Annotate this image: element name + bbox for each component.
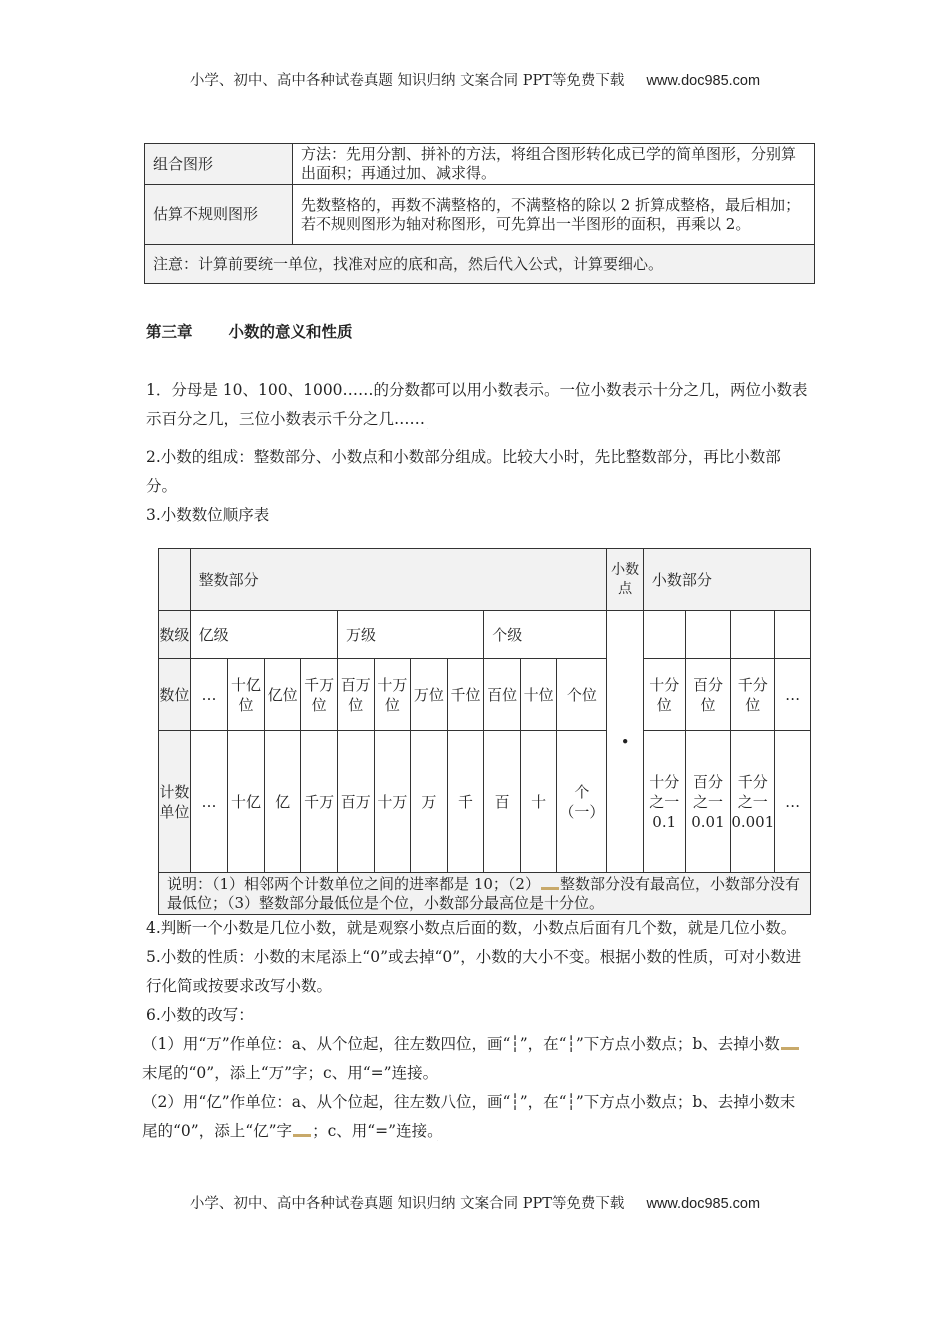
place-cell: 万位 bbox=[411, 659, 448, 731]
place-cell: 千万位 bbox=[301, 659, 338, 731]
point-6-2: （2）用“亿”作单位：a、从个位起，往左数八位，画“┆”，在“┆”下方点小数点；b、去掉小数末尾的“0”，添上“亿”字 ；c、用“=”连接。$_\cdot$ bbox=[142, 1093, 796, 1143]
unit-cell: 个（一） bbox=[557, 731, 607, 873]
page-header bbox=[0, 69, 950, 90]
chapter-heading bbox=[146, 320, 353, 342]
unit-cell: 千 bbox=[447, 731, 484, 873]
level-ge: 个级 bbox=[484, 611, 607, 659]
level-yi: 亿级 bbox=[190, 611, 337, 659]
unit-cell: 亿 bbox=[264, 731, 301, 873]
unit-cell: 万 bbox=[411, 731, 448, 873]
decimal-place-value-table bbox=[158, 548, 811, 915]
decimal-point-cell: • bbox=[607, 611, 644, 873]
points-section-a bbox=[146, 376, 810, 530]
place-cell: 百万位 bbox=[337, 659, 374, 731]
table-row bbox=[159, 549, 811, 611]
decimal-point-header: 小数点 bbox=[607, 549, 644, 611]
table-row bbox=[145, 144, 815, 185]
row-label-unit: 计数单位 bbox=[159, 731, 191, 873]
highlight-mark bbox=[541, 887, 559, 890]
decimal-place-cell: 千分位 bbox=[731, 659, 775, 731]
decimal-part-header: 小数部分 bbox=[643, 549, 810, 611]
row-label-level: 数级 bbox=[159, 611, 191, 659]
row-label-place: 数位 bbox=[159, 659, 191, 731]
point-6: 6.小数的改写： bbox=[146, 1006, 254, 1024]
place-cell: 十亿位 bbox=[228, 659, 265, 731]
empty-cell bbox=[643, 611, 685, 659]
row-description: 方法：先用分割、拼补的方法，将组合图形转化成已学的简单图形，分别算出面积；再通过加、减求得。 bbox=[293, 144, 815, 185]
row-label: 组合图形 bbox=[145, 144, 293, 185]
row-label: 估算不规则图形 bbox=[145, 185, 293, 245]
header-text: 小学、初中、高中各种试卷真题 知识归纳 文案合同 PPT等免费下载 bbox=[189, 73, 625, 89]
table-row bbox=[145, 185, 815, 245]
level-wan: 万级 bbox=[337, 611, 483, 659]
footer-text: 小学、初中、高中各种试卷真题 知识归纳 文案合同 PPT等免费下载 bbox=[189, 1196, 625, 1212]
place-cell: 千位 bbox=[447, 659, 484, 731]
decimal-unit-cell: 千分之一0.001 bbox=[731, 731, 775, 873]
chapter-number: 第三章 bbox=[146, 322, 193, 341]
unit-cell: … bbox=[190, 731, 228, 873]
unit-cell: 百万 bbox=[337, 731, 374, 873]
points-section-b bbox=[142, 914, 810, 1155]
decimal-unit-cell: 十分之一0.1 bbox=[643, 731, 685, 873]
table-row bbox=[159, 873, 811, 915]
unit-cell: 十亿 bbox=[228, 731, 265, 873]
unit-cell: 百 bbox=[484, 731, 521, 873]
page-footer bbox=[0, 1192, 950, 1213]
point-2: 2.小数的组成：整数部分、小数点和小数部分组成。比较大小时，先比整数部分，再比小数部分。 bbox=[146, 448, 781, 495]
area-methods-table bbox=[144, 143, 815, 284]
point-1: 1．分母是 10、100、1000……的分数都可以用小数表示。一位小数表示十分之几，两位小数表示百分之几，三位小数表示千分之几$\dots\dots_\cdot$ bbox=[146, 381, 808, 431]
empty-cell bbox=[731, 611, 775, 659]
table-note: 注意：计算前要统一单位，找准对应的底和高，然后代入公式，计算要细心。 bbox=[145, 245, 815, 284]
table-row bbox=[159, 611, 811, 659]
decimal-unit-cell: 百分之一0.01 bbox=[685, 731, 731, 873]
unit-cell: 十 bbox=[520, 731, 557, 873]
unit-cell: 千万 bbox=[301, 731, 338, 873]
place-cell: 百位 bbox=[484, 659, 521, 731]
place-cell: 个位 bbox=[557, 659, 607, 731]
table-row bbox=[159, 731, 811, 873]
empty-cell bbox=[775, 611, 811, 659]
row-description: 先数整格的，再数不满整格的，不满整格的除以 2 折算成整格，最后相加；若不规则图形为轴对称图形，可先算出一半图形的面积，再乘以 2。 bbox=[293, 185, 815, 245]
highlight-mark bbox=[293, 1134, 311, 1137]
corner-cell bbox=[159, 549, 191, 611]
unit-cell: 十万 bbox=[374, 731, 411, 873]
point-6-1: （1）用“万”作单位：a、从个位起，往左数四位，画“┆”，在“┆”下方点小数点；b、去掉小数末尾的“0”，添上“万”字；c、用“=”连接。 bbox=[142, 1030, 810, 1088]
point-5: 5.小数的性质：小数的末尾添上“0”或去掉“0”，小数的大小不变。根据小数的性质，可对小数进行化简或按要求改写小数。 bbox=[146, 948, 802, 995]
decimal-place-cell: 百分位 bbox=[685, 659, 731, 731]
place-cell: 亿位 bbox=[264, 659, 301, 731]
place-cell: 十位 bbox=[520, 659, 557, 731]
header-site[interactable]: www.doc985.com bbox=[646, 73, 761, 89]
footer-site[interactable]: www.doc985.com bbox=[646, 1196, 761, 1212]
integer-part-header: 整数部分 bbox=[190, 549, 607, 611]
decimal-unit-cell: … bbox=[775, 731, 811, 873]
decimal-place-cell: … bbox=[775, 659, 811, 731]
place-cell: … bbox=[190, 659, 228, 731]
point-3: 3.小数数位顺序表 bbox=[146, 506, 270, 524]
table-row bbox=[145, 245, 815, 284]
table-explanation: 说明：（1）相邻两个计数单位之间的进率都是 10；（2） 整数部分没有最高位，小数部分没有最低位；（3）整数部分最低位是个位，小数部分最高位是十分位。 bbox=[159, 873, 811, 915]
highlight-mark bbox=[781, 1047, 799, 1050]
decimal-place-cell: 十分位 bbox=[643, 659, 685, 731]
chapter-title: 小数的意义和性质 bbox=[228, 322, 353, 341]
point-4: 4.判断一个小数是几位小数，就是观察小数点后面的数，小数点后面有几个数，就是几位小数。 bbox=[146, 919, 797, 937]
place-cell: 十万位 bbox=[374, 659, 411, 731]
table-row bbox=[159, 659, 811, 731]
empty-cell bbox=[685, 611, 731, 659]
